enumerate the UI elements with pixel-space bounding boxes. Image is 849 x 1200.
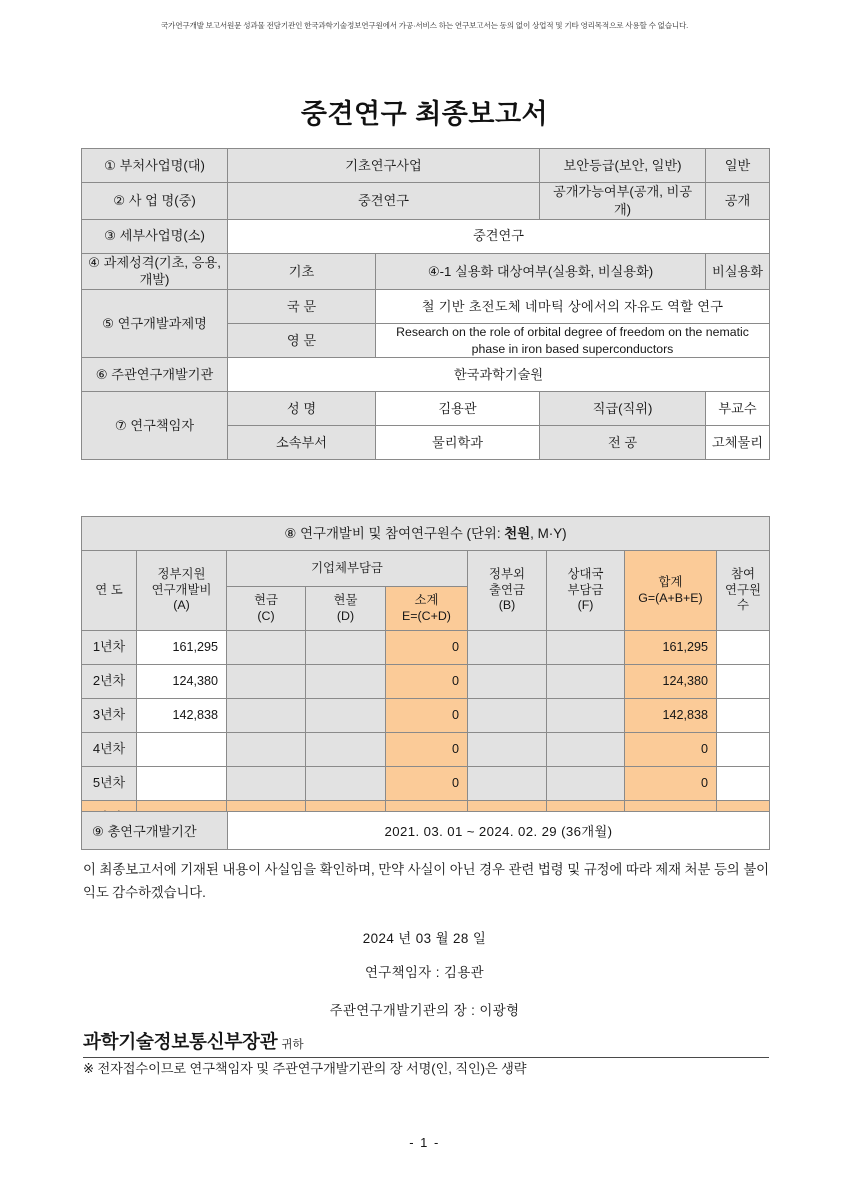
cell-partner-year3 (547, 699, 625, 733)
table-row (82, 699, 770, 733)
declaration-text: 이 최종보고서에 기재된 내용이 사실임을 확인하며, 만약 사실이 아닌 경우 관련 법령 및 규정에 따라 제재 처분 등의 불이익도 감수하겠습니다. (83, 862, 769, 901)
cell-partner-year5 (547, 767, 625, 801)
inkind-line2: (D) (336, 608, 355, 623)
cell-cash-year1 (227, 631, 306, 665)
copyright-notice: 국가연구개발 보고서원문 성과물 전담기관인 한국과학기술정보연구원에서 가공·서비스 하는 연구보고서는 동의 없이 상업적 및 기타 영리목적으로 사용할 수 없습니다. (160, 21, 689, 30)
cell-subtotal-year4: 0 (386, 733, 468, 767)
budget-title-unit: 천원 (504, 525, 531, 541)
subtotal-line2: E=(C+D) (402, 608, 451, 623)
col-header-cash (227, 587, 306, 631)
host-institution-label: ⑥ 주관연구개발기관 (82, 358, 228, 392)
table-row (82, 665, 770, 699)
budget-title-prefix: ⑧ 연구개발비 및 참여연구원수 (단위: (284, 525, 505, 541)
cell-subtotal-year3: 0 (386, 699, 468, 733)
security-grade-label: 보안등급(보안, 일반) (540, 149, 706, 183)
col-header-researchers (717, 551, 770, 631)
table-row (82, 733, 770, 767)
pi-department-value: 물리학과 (376, 426, 540, 460)
nongov-line2: 출연금 (489, 582, 525, 597)
cell-nongov-year4 (468, 733, 547, 767)
host-institution-value: 한국과학기술원 (228, 358, 770, 392)
table-row (82, 183, 770, 220)
pi-name-label: 성 명 (228, 392, 376, 426)
pi-name-value: 김용관 (376, 392, 540, 426)
cell-partner-year4 (547, 733, 625, 767)
partner-line3: (F) (577, 598, 594, 613)
row-label-year1: 1년차 (82, 631, 137, 665)
page-number: - 1 - (409, 1135, 440, 1150)
inkind-line1: 현물 (333, 592, 358, 607)
pi-position-value: 부교수 (706, 392, 770, 426)
sub-program-value: 중견연구 (228, 219, 770, 253)
cell-inkind-year4 (306, 733, 386, 767)
researchers-line2: 연구원수 (725, 582, 761, 613)
korean-title-label: 국 문 (228, 290, 376, 324)
korean-title-value: 철 기반 초전도체 네마틱 상에서의 자유도 역할 연구 (376, 290, 770, 324)
research-period-label: ⑨ 총연구개발기간 (82, 812, 228, 850)
cell-total-year5: 0 (625, 767, 717, 801)
cell-gov-year5 (137, 767, 227, 801)
commercialization-label: ④-1 실용화 대상여부(실용화, 비실용화) (376, 253, 706, 290)
cell-researchers-year2 (717, 665, 770, 699)
page-title: 중견연구 최종보고서 (300, 99, 549, 129)
cell-nongov-year1 (468, 631, 547, 665)
cell-nongov-year3 (468, 699, 547, 733)
minister-address-line (83, 1028, 769, 1058)
program-name-value: 중견연구 (228, 183, 540, 220)
subtotal-line1: 소계 (414, 592, 439, 607)
cell-inkind-year2 (306, 665, 386, 699)
col-header-gov-fund (137, 551, 227, 631)
pi-position-label: 직급(직위) (540, 392, 706, 426)
col-header-inkind (306, 587, 386, 631)
cell-researchers-year4 (717, 733, 770, 767)
ministry-program-label: ① 부처사업명(대) (82, 149, 228, 183)
cell-total-year3: 142,838 (625, 699, 717, 733)
budget-table (81, 516, 770, 837)
cell-cash-year5 (227, 767, 306, 801)
cell-researchers-year1 (717, 631, 770, 665)
program-name-label: ② 사 업 명(중) (82, 183, 228, 220)
cell-total-year1: 161,295 (625, 631, 717, 665)
cell-gov-year2: 124,380 (137, 665, 227, 699)
minister-honorific: 귀하 (281, 1039, 304, 1051)
cell-total-year2: 124,380 (625, 665, 717, 699)
col-header-nongov (468, 551, 547, 631)
signature-date: 2024 년 03 월 28 일 (362, 931, 487, 946)
cell-subtotal-year1: 0 (386, 631, 468, 665)
cash-line1: 현금 (254, 592, 278, 607)
row-label-year3: 3년차 (82, 699, 137, 733)
cell-inkind-year5 (306, 767, 386, 801)
col-header-year: 연 도 (82, 551, 137, 631)
ministry-program-value: 기초연구사업 (228, 149, 540, 183)
budget-header-row-1 (82, 551, 770, 587)
cell-researchers-year3 (717, 699, 770, 733)
col-header-subtotal (386, 587, 468, 631)
total-line1: 합계 (658, 574, 683, 589)
pi-department-label: 소속부서 (228, 426, 376, 460)
electronic-submission-note: ※ 전자접수이므로 연구책임자 및 주관연구개발기관의 장 서명(인, 직인)은 생략 (83, 1061, 527, 1076)
project-type-label: ④ 과제성격(기초, 응용, 개발) (82, 253, 228, 290)
budget-section-title (82, 517, 770, 551)
table-row (82, 812, 770, 850)
minister-title: 과학기술정보통신부장관 (83, 1031, 278, 1052)
gov-fund-line1: 정부지원 (157, 566, 206, 581)
cell-gov-year3: 142,838 (137, 699, 227, 733)
gov-fund-line2: 연구개발비 (151, 582, 212, 597)
research-period-table (81, 811, 770, 850)
cell-total-year4: 0 (625, 733, 717, 767)
principal-investigator-label: ⑦ 연구책임자 (82, 392, 228, 460)
cell-nongov-year5 (468, 767, 547, 801)
commercialization-value: 비실용화 (706, 253, 770, 290)
cell-partner-year2 (547, 665, 625, 699)
disclosure-label: 공개가능여부(공개, 비공개) (540, 183, 706, 220)
english-title-value: Research on the role of orbital degree of freedom on the nematic phase in iron based superconductors (376, 324, 770, 358)
cell-cash-year4 (227, 733, 306, 767)
row-label-year4: 4년차 (82, 733, 137, 767)
row-label-year5: 5년차 (82, 767, 137, 801)
cell-inkind-year3 (306, 699, 386, 733)
table-row (82, 290, 770, 324)
cell-cash-year3 (227, 699, 306, 733)
table-row (82, 631, 770, 665)
cell-researchers-year5 (717, 767, 770, 801)
cash-line2: (C) (257, 608, 275, 623)
budget-title-suffix: , M·Y) (530, 525, 567, 541)
col-header-total (625, 551, 717, 631)
project-type-value: 기초 (228, 253, 376, 290)
signature-principal-investigator: 연구책임자 : 김용관 (364, 965, 485, 980)
budget-section-title-row (82, 517, 770, 551)
table-row (82, 358, 770, 392)
signature-institution-head: 주관연구개발기관의 장 : 이광형 (329, 1003, 520, 1018)
sub-program-label: ③ 세부사업명(소) (82, 219, 228, 253)
table-row (82, 767, 770, 801)
cell-subtotal-year2: 0 (386, 665, 468, 699)
research-period-value: 2021. 03. 01 ~ 2024. 02. 29 (36개월) (228, 812, 770, 850)
partner-line2: 부담금 (567, 582, 604, 597)
security-grade-value: 일반 (706, 149, 770, 183)
partner-line1: 상대국 (567, 566, 604, 581)
cell-partner-year1 (547, 631, 625, 665)
gov-fund-line3: (A) (173, 598, 190, 613)
nongov-line1: 정부외 (489, 566, 525, 581)
table-row (82, 219, 770, 253)
cell-subtotal-year5: 0 (386, 767, 468, 801)
cell-gov-year1: 161,295 (137, 631, 227, 665)
table-row (82, 149, 770, 183)
col-header-company-group: 기업체부담금 (227, 551, 468, 587)
english-title-label: 영 문 (228, 324, 376, 358)
cell-inkind-year1 (306, 631, 386, 665)
table-row (82, 253, 770, 290)
cell-gov-year4 (137, 733, 227, 767)
disclosure-value: 공개 (706, 183, 770, 220)
cell-nongov-year2 (468, 665, 547, 699)
col-header-partner (547, 551, 625, 631)
pi-major-value: 고체물리 (706, 426, 770, 460)
total-line2: G=(A+B+E) (638, 590, 703, 605)
project-info-table (81, 148, 770, 460)
researchers-line1: 참여 (731, 566, 755, 581)
row-label-year2: 2년차 (82, 665, 137, 699)
table-row (82, 392, 770, 426)
pi-major-label: 전 공 (540, 426, 706, 460)
cell-cash-year2 (227, 665, 306, 699)
project-title-label: ⑤ 연구개발과제명 (82, 290, 228, 358)
nongov-line3: (B) (498, 598, 516, 613)
